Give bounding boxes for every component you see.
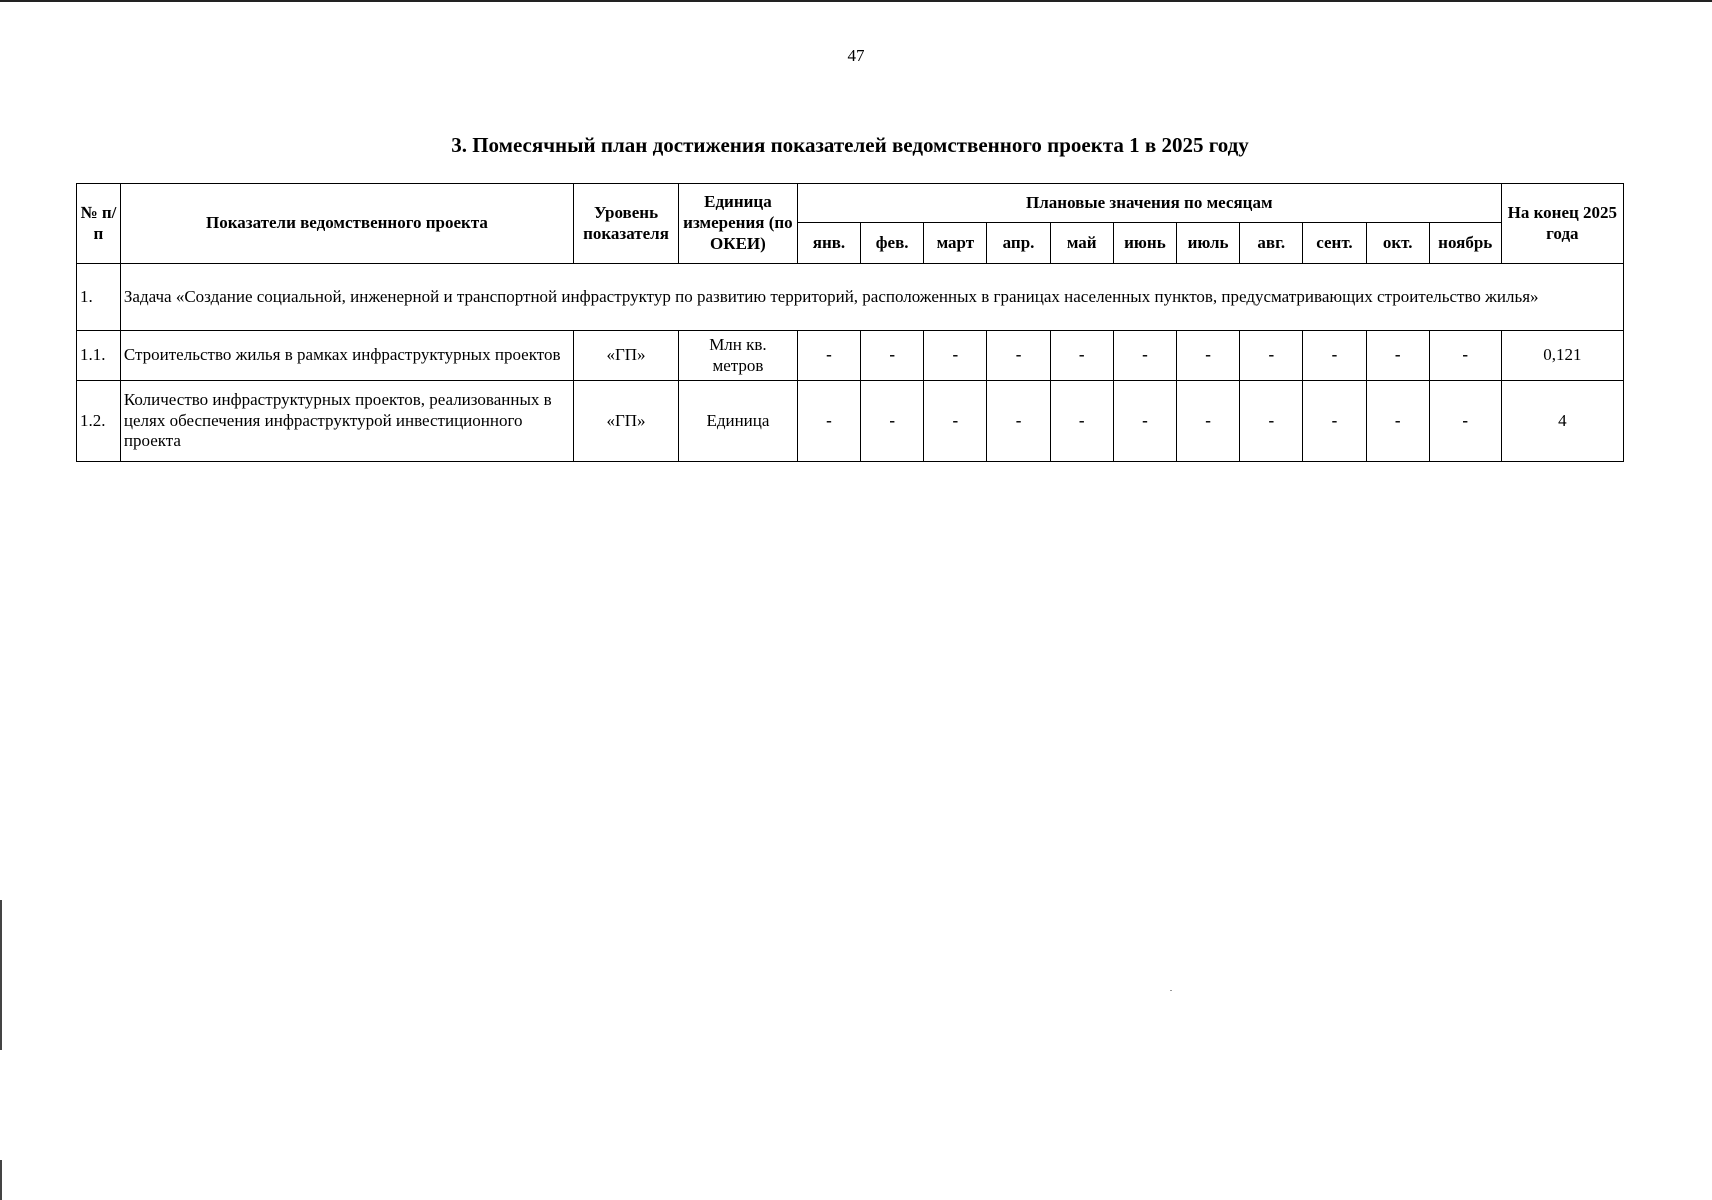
header-month: сент. [1303, 223, 1366, 264]
month-value: - [861, 331, 924, 381]
task-number: 1. [77, 264, 121, 331]
month-value: - [1177, 331, 1240, 381]
header-year-end: На конец 2025 года [1501, 184, 1623, 264]
header-month: ноябрь [1429, 223, 1501, 264]
scan-top-edge [0, 0, 1712, 2]
month-value: - [797, 331, 860, 381]
month-value: - [1303, 331, 1366, 381]
indicator-level: «ГП» [574, 331, 679, 381]
header-month: окт. [1366, 223, 1429, 264]
header-month: июнь [1113, 223, 1176, 264]
header-month: апр. [987, 223, 1050, 264]
task-row [77, 264, 1624, 331]
header-indicator-name: Показатели ведомственного проекта [120, 184, 573, 264]
header-planned-values: Плановые значения по месяцам [797, 184, 1501, 223]
month-value: - [924, 381, 987, 462]
month-value: - [1366, 381, 1429, 462]
table-row [77, 331, 1624, 381]
table-row [77, 381, 1624, 462]
month-value: - [861, 381, 924, 462]
month-value: - [1240, 331, 1303, 381]
month-value: - [1240, 381, 1303, 462]
page-number: 47 [847, 46, 865, 65]
header-month: янв. [797, 223, 860, 264]
month-value: - [1429, 381, 1501, 462]
month-value: - [1113, 331, 1176, 381]
header-month: фев. [861, 223, 924, 264]
indicator-name: Количество инфраструктурных проектов, реализованных в целях обеспечения инфраструктурой инвестиционного проекта [120, 381, 573, 462]
table-body [77, 264, 1624, 462]
year-end-value: 0,121 [1501, 331, 1623, 381]
row-number: 1.1. [77, 331, 121, 381]
indicator-unit: Единица [678, 381, 797, 462]
header-unit: Единица измерения (по ОКЕИ) [678, 184, 797, 264]
month-value: - [1429, 331, 1501, 381]
header-month: июль [1177, 223, 1240, 264]
indicator-name: Строительство жилья в рамках инфраструктурных проектов [120, 331, 573, 381]
month-value: - [1050, 381, 1113, 462]
month-value: - [987, 381, 1050, 462]
monthly-plan-table [76, 183, 1624, 462]
month-value: - [924, 331, 987, 381]
scan-speck [1170, 990, 1172, 991]
month-value: - [1113, 381, 1176, 462]
indicator-unit: Млн кв. метров [678, 331, 797, 381]
document-title: 3. Помесячный план достижения показателей ведомственного проекта 1 в 2025 году [451, 133, 1249, 157]
month-value: - [797, 381, 860, 462]
scan-left-edge-mark [0, 1160, 2, 1200]
month-value: - [987, 331, 1050, 381]
table-header [77, 184, 1624, 264]
month-value: - [1303, 381, 1366, 462]
month-value: - [1177, 381, 1240, 462]
header-month: май [1050, 223, 1113, 264]
month-value: - [1050, 331, 1113, 381]
month-value: - [1366, 331, 1429, 381]
header-month: март [924, 223, 987, 264]
year-end-value: 4 [1501, 381, 1623, 462]
row-number: 1.2. [77, 381, 121, 462]
header-level: Уровень показателя [574, 184, 679, 264]
header-month: авг. [1240, 223, 1303, 264]
task-text: Задача «Создание социальной, инженерной и транспортной инфраструктур по развитию территорий, расположенных в границах населенных пунктов, предусматривающих строительство жилья» [120, 264, 1623, 331]
indicator-level: «ГП» [574, 381, 679, 462]
scan-left-edge-mark [0, 900, 2, 1050]
header-number: № п/п [77, 184, 121, 264]
